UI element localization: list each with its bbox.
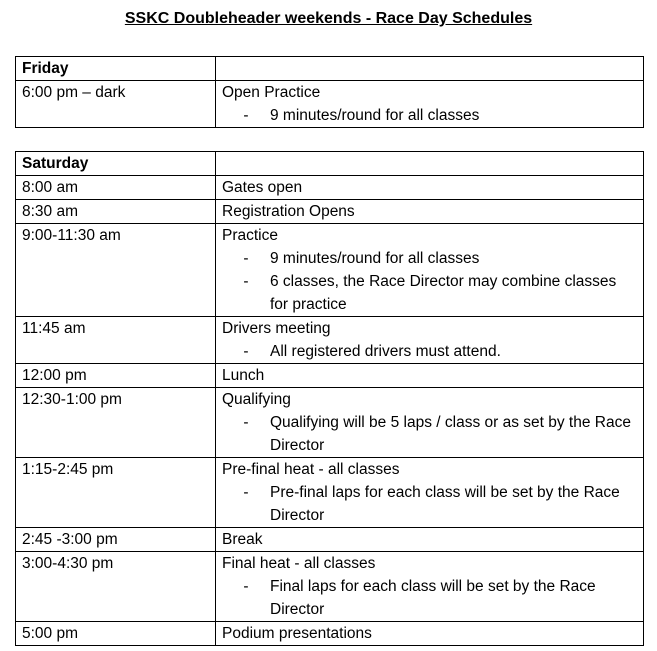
bullet-dash: - — [243, 578, 249, 595]
event-cell — [216, 528, 644, 552]
friday-day-header: Friday — [16, 57, 216, 81]
bullet-dash: - — [243, 414, 249, 431]
event-title: Practice — [222, 227, 278, 244]
event-cell — [216, 224, 644, 317]
saturday-schedule-table — [15, 151, 644, 646]
table-row — [16, 388, 644, 458]
saturday-day-header: Saturday — [16, 152, 216, 176]
event-note — [222, 575, 637, 621]
table-row — [16, 200, 644, 224]
saturday-header-row — [16, 152, 644, 176]
table-row — [16, 224, 644, 317]
event-title: Gates open — [222, 179, 303, 196]
event-note — [222, 411, 637, 457]
event-title: Qualifying — [222, 391, 291, 408]
time-cell: 3:00-4:30 pm — [16, 552, 216, 622]
event-note — [222, 481, 637, 527]
time-cell: 11:45 am — [16, 317, 216, 364]
event-note — [222, 270, 637, 316]
note-text: All registered drivers must attend. — [270, 343, 501, 360]
saturday-header-blank — [216, 152, 644, 176]
bullet-dash: - — [243, 273, 249, 290]
event-title: Open Practice — [222, 84, 321, 101]
friday-schedule-table — [15, 56, 644, 128]
event-cell — [216, 176, 644, 200]
time-cell: 6:00 pm – dark — [16, 81, 216, 128]
table-row — [16, 622, 644, 646]
event-cell — [216, 317, 644, 364]
event-cell — [216, 388, 644, 458]
time-cell: 8:00 am — [16, 176, 216, 200]
time-cell: 1:15-2:45 pm — [16, 458, 216, 528]
event-title: Podium presentations — [222, 625, 372, 642]
event-cell — [216, 458, 644, 528]
friday-header-row — [16, 57, 644, 81]
time-cell: 5:00 pm — [16, 622, 216, 646]
bullet-dash: - — [243, 250, 249, 267]
time-cell: 2:45 -3:00 pm — [16, 528, 216, 552]
event-title: Drivers meeting — [222, 320, 331, 337]
bullet-dash: - — [243, 343, 249, 360]
note-text: Pre-final laps for each class will be set by the Race Director — [270, 484, 620, 524]
table-row — [16, 528, 644, 552]
table-row — [16, 317, 644, 364]
event-cell — [216, 552, 644, 622]
note-text: 9 minutes/round for all classes — [270, 250, 480, 267]
bullet-dash: - — [243, 107, 249, 124]
table-row — [16, 364, 644, 388]
bullet-dash: - — [243, 484, 249, 501]
time-cell: 8:30 am — [16, 200, 216, 224]
note-text: Qualifying will be 5 laps / class or as set by the Race Director — [270, 414, 631, 454]
event-title: Lunch — [222, 367, 265, 384]
event-note — [222, 104, 637, 127]
page-title: SSKC Doubleheader weekends - Race Day Schedules — [124, 10, 533, 27]
table-row — [16, 81, 644, 128]
event-cell — [216, 200, 644, 224]
table-row — [16, 176, 644, 200]
event-note — [222, 247, 637, 270]
time-cell: 12:00 pm — [16, 364, 216, 388]
event-title: Pre-final heat - all classes — [222, 461, 400, 478]
event-cell — [216, 622, 644, 646]
note-text: 9 minutes/round for all classes — [270, 107, 480, 124]
friday-header-blank — [216, 57, 644, 81]
time-cell: 12:30-1:00 pm — [16, 388, 216, 458]
event-title: Break — [222, 531, 263, 548]
event-title: Final heat - all classes — [222, 555, 376, 572]
event-cell — [216, 81, 644, 128]
time-cell: 9:00-11:30 am — [16, 224, 216, 317]
note-text: Final laps for each class will be set by the Race Director — [270, 578, 596, 618]
event-note — [222, 340, 637, 363]
table-row — [16, 458, 644, 528]
event-title: Registration Opens — [222, 203, 355, 220]
note-text: 6 classes, the Race Director may combine classes for practice — [270, 273, 617, 313]
table-row — [16, 552, 644, 622]
event-cell — [216, 364, 644, 388]
